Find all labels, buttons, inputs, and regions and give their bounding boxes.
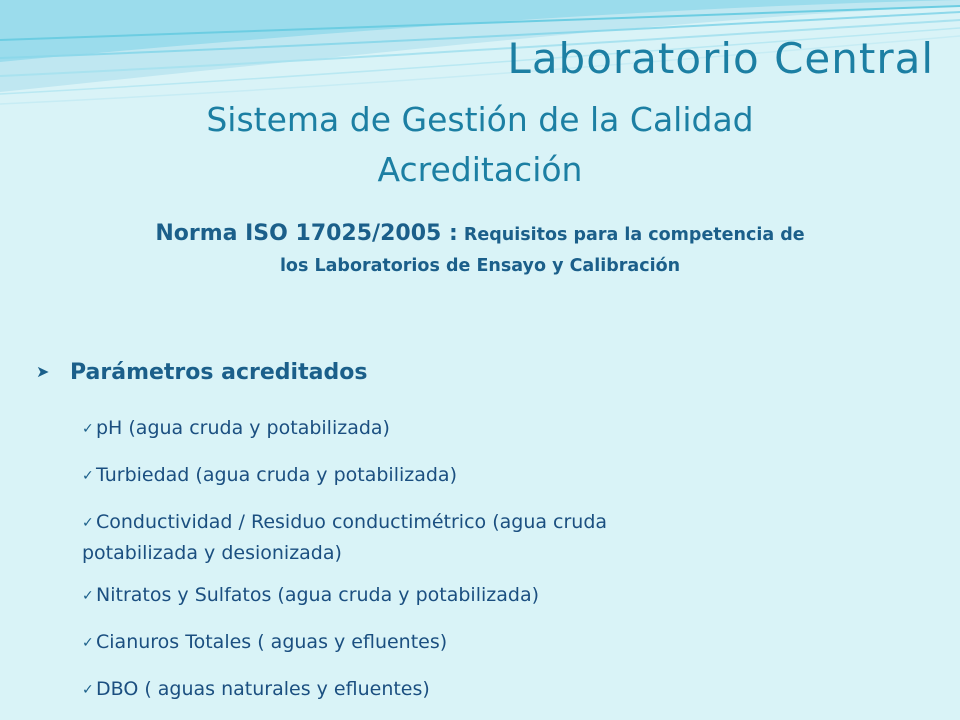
list-item	[82, 627, 922, 658]
list-item	[82, 413, 922, 444]
norm-line-2: los Laboratorios de Ensayo y Calibración	[279, 256, 681, 276]
list-item-text: Conductividad / Residuo conductimétrico (agua cruda	[96, 511, 608, 533]
list-item-text: Turbiedad (agua cruda y potabilizada)	[96, 464, 457, 486]
norm-line-1: Requisitos para la competencia de	[463, 225, 805, 245]
list-item-text-continued: potabilizada y desionizada)	[82, 542, 342, 564]
list-item	[82, 580, 922, 611]
list-item-text: Nitratos y Sulfatos (agua cruda y potabilizada)	[96, 584, 539, 606]
list-item	[82, 674, 922, 705]
list-item-text: pH (agua cruda y potabilizada)	[96, 417, 390, 439]
subtitle-line-1: Sistema de Gestión de la Calidad	[206, 100, 754, 139]
checkmark-icon: ✓	[82, 682, 94, 698]
section-heading	[36, 360, 367, 385]
checkmark-icon: ✓	[82, 515, 94, 531]
list-item-text: Cianuros Totales ( aguas y efluentes)	[96, 631, 448, 653]
subtitle-line-2: Acreditación	[377, 150, 583, 189]
list-item	[82, 460, 922, 491]
section-title: Parámetros acreditados	[70, 360, 368, 385]
norm-heading: Norma ISO 17025/2005 :	[155, 221, 458, 246]
checkmark-icon: ✓	[82, 468, 94, 484]
arrowhead-bullet-icon: ➤	[36, 362, 50, 381]
checkmark-icon: ✓	[82, 588, 94, 604]
checkmark-icon: ✓	[82, 635, 94, 651]
accredited-parameters-list	[82, 413, 922, 720]
slide-title: Laboratorio Central	[507, 34, 934, 83]
list-item-text: DBO ( aguas naturales y efluentes)	[96, 678, 430, 700]
checkmark-icon: ✓	[82, 421, 94, 437]
list-item	[82, 507, 922, 568]
norm-description	[40, 218, 920, 282]
